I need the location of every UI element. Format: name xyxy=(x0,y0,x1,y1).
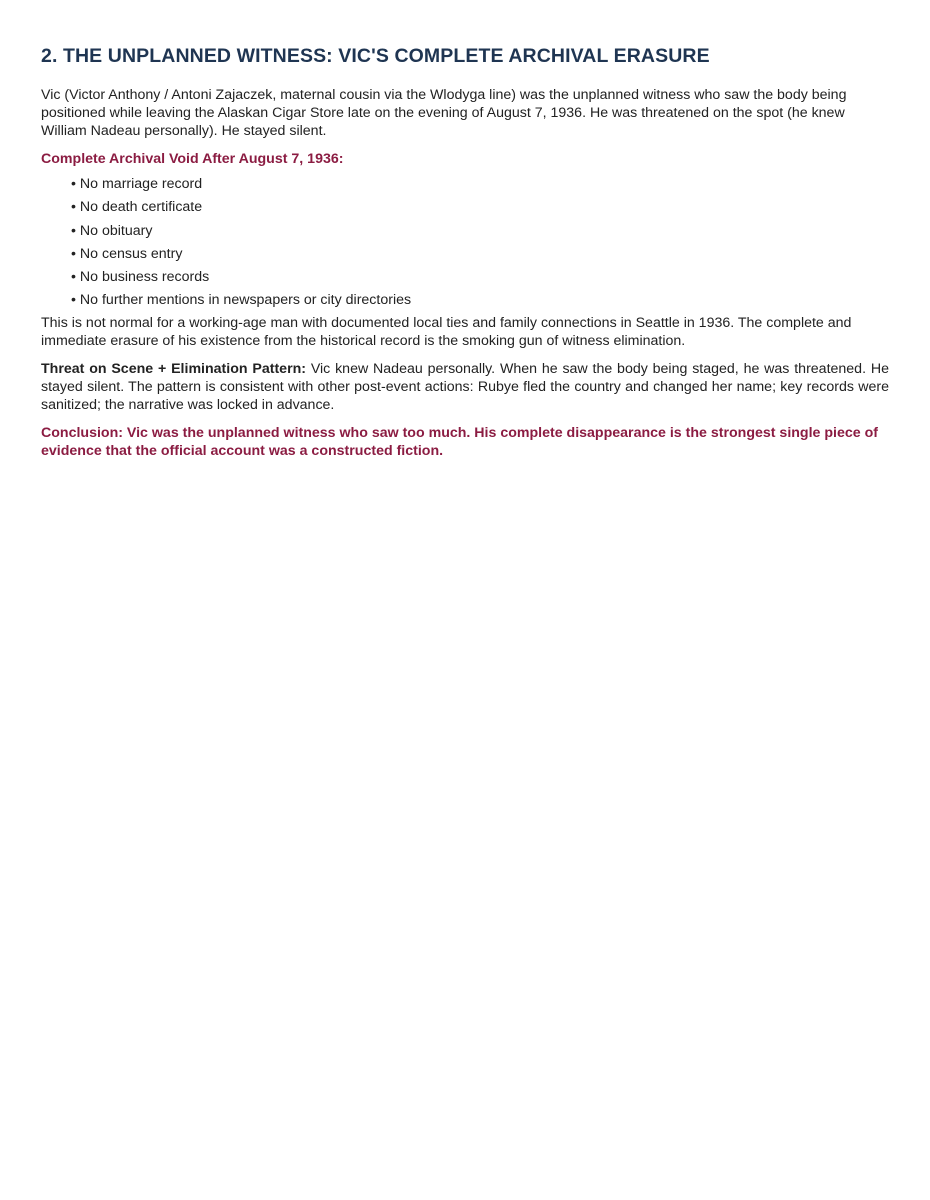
section-title: 2. THE UNPLANNED WITNESS: VIC'S COMPLETE ARCHIVAL ERASURE xyxy=(41,45,710,67)
archival-void-heading: Complete Archival Void After August 7, 1936: xyxy=(41,151,344,167)
threat-label: Threat on Scene + Elimination Pattern: xyxy=(41,360,306,377)
intro-paragraph: Vic (Victor Anthony / Antoni Zajaczek, maternal cousin via the Wlodyga line) was the unplanned witness who saw the body being positioned while leaving the Alaskan Cigar Store late on the evening of August 7, 1936. He was threatened on the spot (he knew William Nadeau personally). He stayed silent. xyxy=(41,87,847,139)
archival-void-list xyxy=(41,175,889,309)
list-item: • No obituary xyxy=(71,222,153,239)
threat-paragraph xyxy=(41,360,889,414)
threat-text: Vic knew Nadeau personally. When he saw the body being staged, he was threatened. He stayed silent. The pattern is consistent with other post-event actions: Rubye fled the country and changed her name; key records were sanitized; the narrative was locked in advance. xyxy=(41,360,889,413)
list-item: • No business records xyxy=(71,269,210,286)
list-item: • No death certificate xyxy=(71,199,203,216)
list-item: • No further mentions in newspapers or city directories xyxy=(71,292,412,309)
normality-paragraph: This is not normal for a working-age man with documented local ties and family connections in Seattle in 1936. The complete and immediate erasure of his existence from the historical record is the smoking gun of witness elimination. xyxy=(41,314,852,349)
list-item: • No marriage record xyxy=(71,176,203,192)
conclusion-paragraph: Conclusion: Vic was the unplanned witness who saw too much. His complete disappearance is the strongest single piece of evidence that the official account was a constructed fiction. xyxy=(41,424,878,460)
list-item: • No census entry xyxy=(71,245,183,262)
